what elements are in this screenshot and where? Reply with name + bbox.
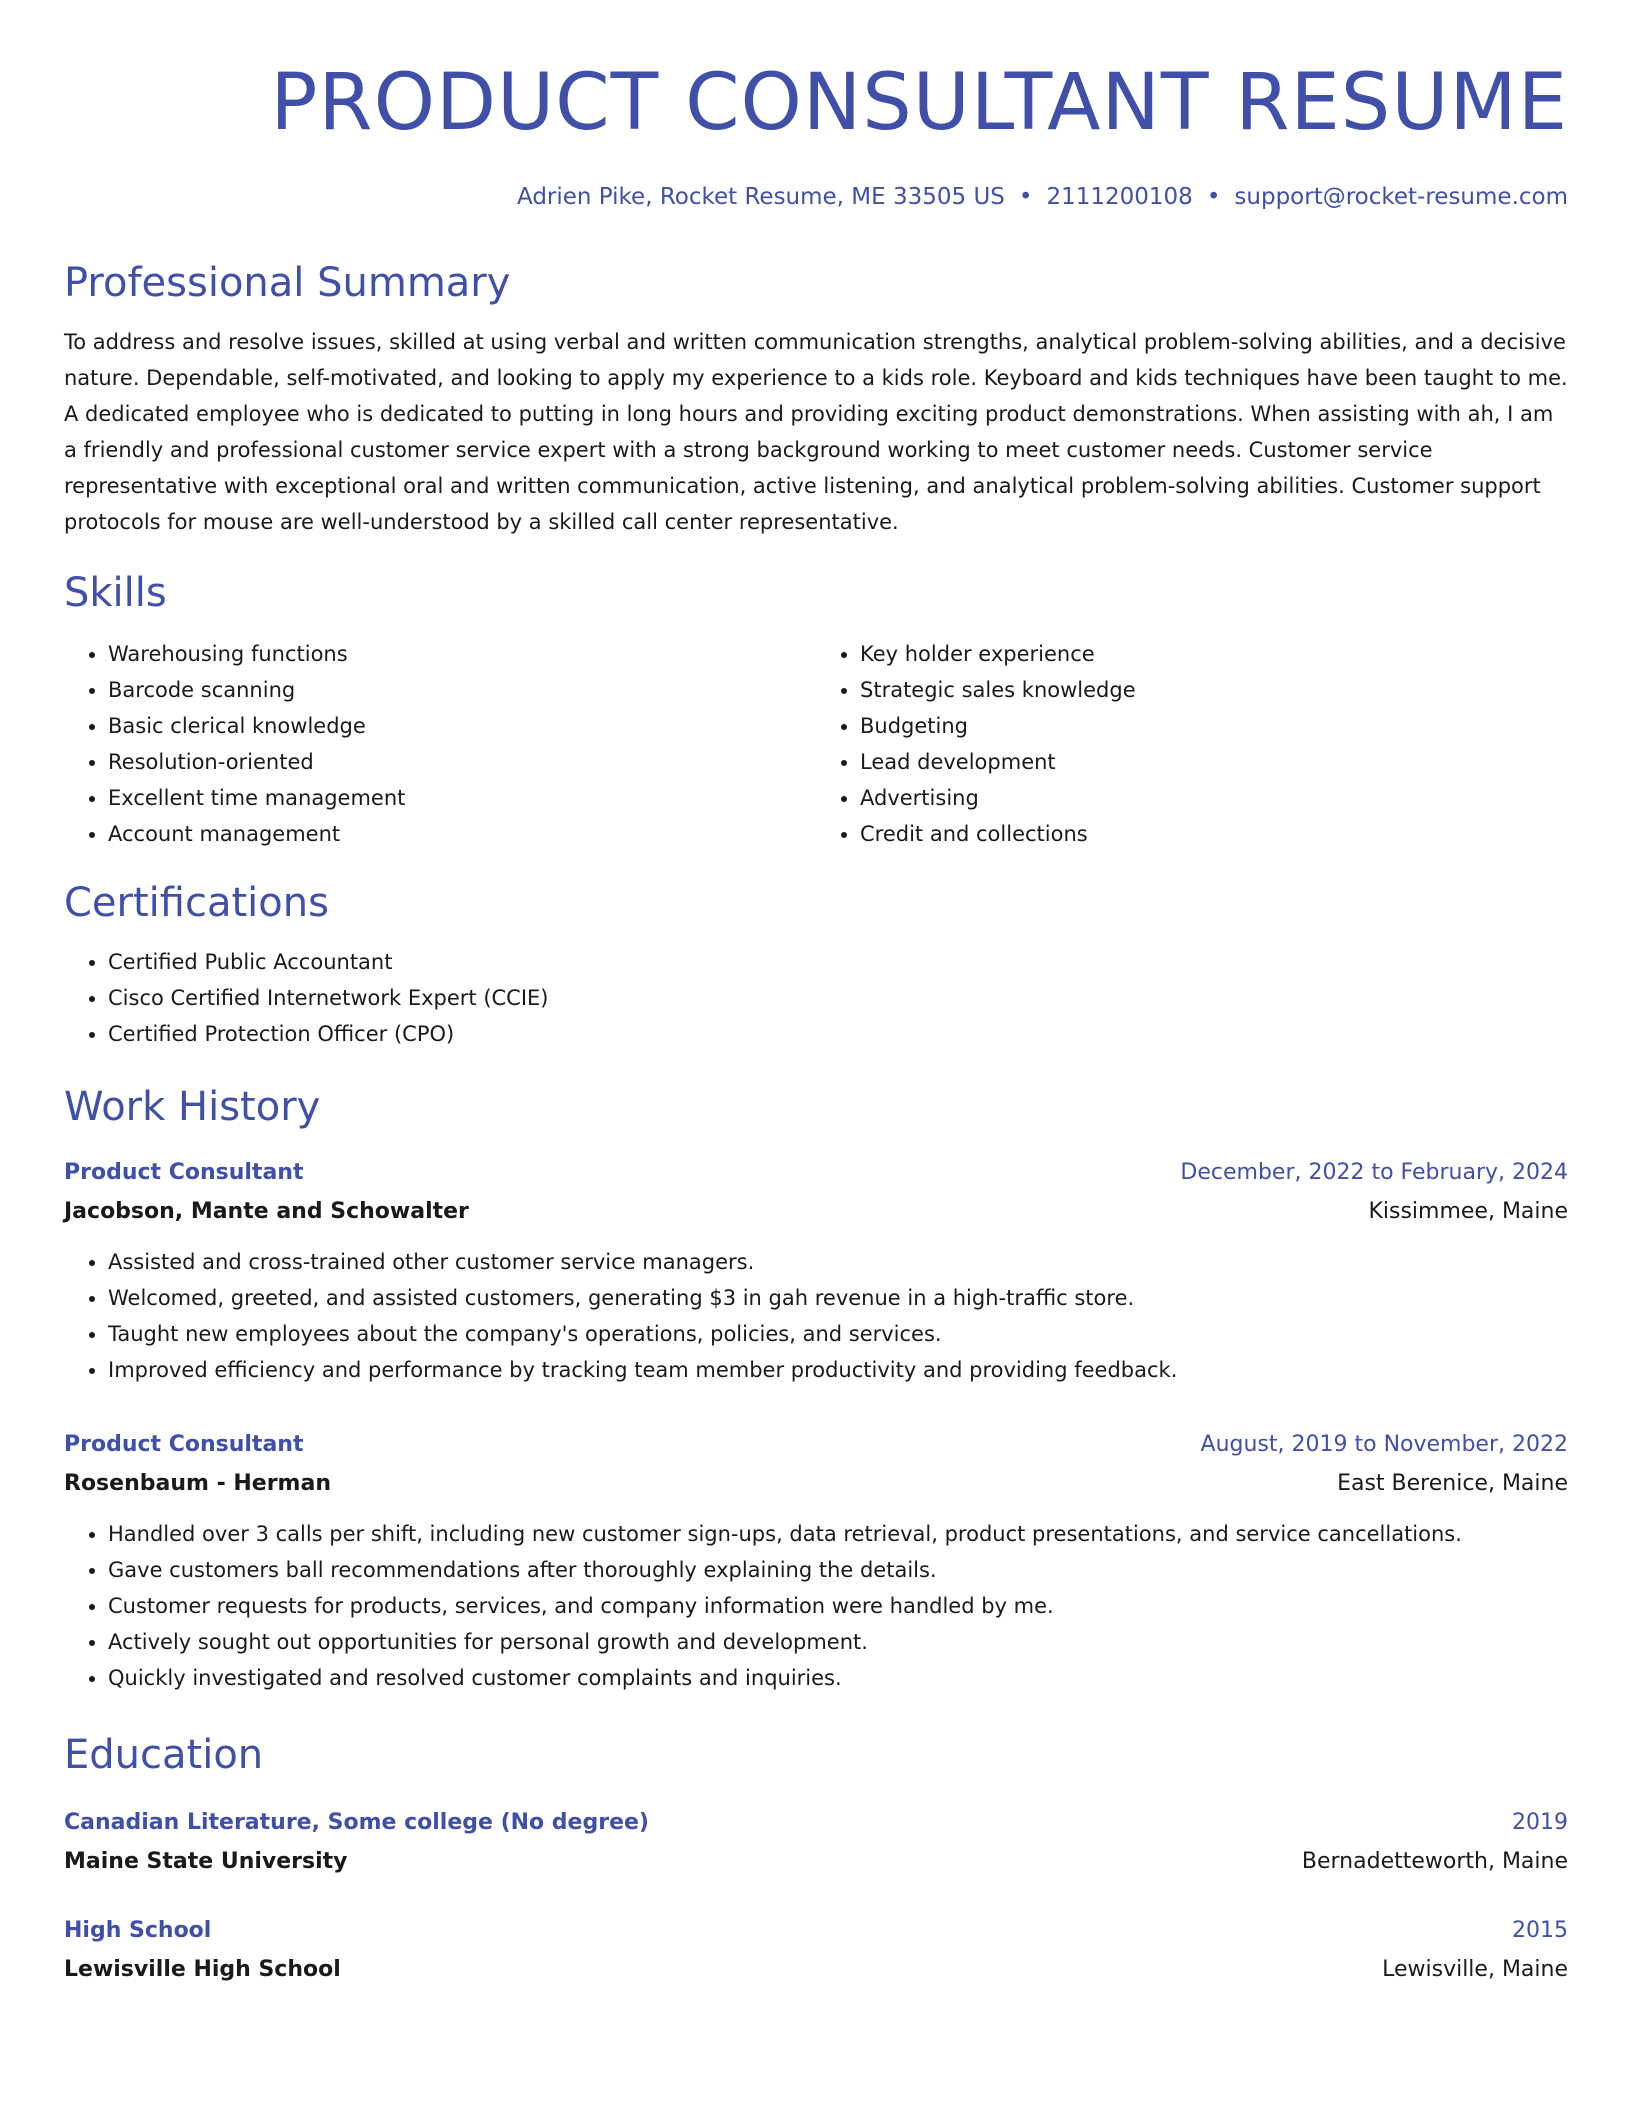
education-degree: High School: [64, 1918, 212, 1943]
job-duty: • Handled over 3 calls per shift, including new customer sign-ups, data retrieval, product presentations, and service cancellations.: [108, 1516, 1568, 1552]
job-entry: [64, 1154, 1568, 1388]
skill-item: • Key holder experience: [860, 636, 1568, 672]
skill-item: • Barcode scanning: [108, 672, 816, 708]
certifications-list: [64, 944, 1568, 1052]
education-year: 2019: [1512, 1810, 1568, 1835]
page-title: PRODUCT CONSULTANT RESUME: [270, 58, 1568, 148]
contact-separator: •: [1018, 184, 1033, 210]
job-entry: [64, 1426, 1568, 1696]
education-entry: [64, 1804, 1568, 1882]
skill-item: • Credit and collections: [860, 816, 1568, 852]
job-duty: • Actively sought out opportunities for personal growth and development.: [108, 1624, 1568, 1660]
education-entry: [64, 1912, 1568, 1990]
skills-list: [64, 636, 1568, 852]
skill-item: • Excellent time management: [108, 780, 816, 816]
job-company: Rosenbaum - Herman: [64, 1471, 331, 1496]
contact-address: Adrien Pike, Rocket Resume, ME 33505 US: [516, 184, 1005, 210]
education-school: Maine State University: [64, 1849, 348, 1874]
work-history-heading: Work History: [64, 1084, 321, 1130]
skill-item: • Resolution-oriented: [108, 744, 816, 780]
certifications-heading: Certifications: [64, 880, 329, 926]
job-title: Product Consultant: [64, 1160, 304, 1185]
skill-item: • Warehousing functions: [108, 636, 816, 672]
contact-email[interactable]: support@rocket-resume.com: [1234, 184, 1568, 210]
certification-item: • Cisco Certified Internetwork Expert (CCIE): [108, 980, 1568, 1016]
job-duty: • Quickly investigated and resolved customer complaints and inquiries.: [108, 1660, 1568, 1696]
skills-column-right: [816, 636, 1568, 852]
job-dates: December, 2022 to February, 2024: [1180, 1160, 1568, 1185]
job-duty: • Improved efficiency and performance by tracking team member productivity and providing feedback.: [108, 1352, 1568, 1388]
education-school: Lewisville High School: [64, 1957, 341, 1982]
certification-item: • Certified Public Accountant: [108, 944, 1568, 980]
education-location: Bernadetteworth, Maine: [1301, 1849, 1568, 1874]
education-year: 2015: [1512, 1918, 1568, 1943]
contact-separator: •: [1206, 184, 1221, 210]
contact-phone: 2111200108: [1046, 184, 1193, 210]
job-duty: • Assisted and cross-trained other customer service managers.: [108, 1244, 1568, 1280]
summary-text: To address and resolve issues, skilled at using verbal and written communication strengths, analytical problem-solving abilities, and a decisive nature. Dependable, self-motivated, and looking to apply my experience to a kids role. Keyboard and kids techniques have been taught to me. A dedicated employee who is dedicated to putting in long hours and providing exciting product demonstrations. When assisting with ah, I am a friendly and professional customer service expert with a strong background working to meet customer needs. Customer service representative with exceptional oral and written communication, active listening, and analytical problem-solving abilities. Customer support protocols for mouse are well-understood by a skilled call center representative.: [64, 330, 1568, 534]
skill-item: • Strategic sales knowledge: [860, 672, 1568, 708]
summary-heading: Professional Summary: [64, 260, 511, 306]
skill-item: • Basic clerical knowledge: [108, 708, 816, 744]
skill-item: • Budgeting: [860, 708, 1568, 744]
job-title: Product Consultant: [64, 1432, 304, 1457]
job-duties: [64, 1516, 1568, 1696]
education-heading: Education: [64, 1732, 264, 1778]
education-degree: Canadian Literature, Some college (No degree): [64, 1810, 649, 1835]
education-location: Lewisville, Maine: [1382, 1957, 1568, 1982]
skills-column-left: [64, 636, 816, 852]
skill-item: • Account management: [108, 816, 816, 852]
certification-item: • Certified Protection Officer (CPO): [108, 1016, 1568, 1052]
job-location: Kissimmee, Maine: [1368, 1199, 1568, 1224]
job-duty: • Welcomed, greeted, and assisted customers, generating $3 in gah revenue in a high-traffic store.: [108, 1280, 1568, 1316]
skills-heading: Skills: [64, 570, 167, 616]
job-company: Jacobson, Mante and Schowalter: [64, 1199, 469, 1224]
contact-line: [64, 182, 1568, 212]
job-duty: • Gave customers ball recommendations after thoroughly explaining the details.: [108, 1552, 1568, 1588]
job-duties: [64, 1244, 1568, 1388]
job-duty: • Taught new employees about the company's operations, policies, and services.: [108, 1316, 1568, 1352]
skill-item: • Lead development: [860, 744, 1568, 780]
job-location: East Berenice, Maine: [1337, 1471, 1568, 1496]
job-dates: August, 2019 to November, 2022: [1200, 1432, 1568, 1457]
skill-item: • Advertising: [860, 780, 1568, 816]
job-duty: • Customer requests for products, services, and company information were handled by me.: [108, 1588, 1568, 1624]
